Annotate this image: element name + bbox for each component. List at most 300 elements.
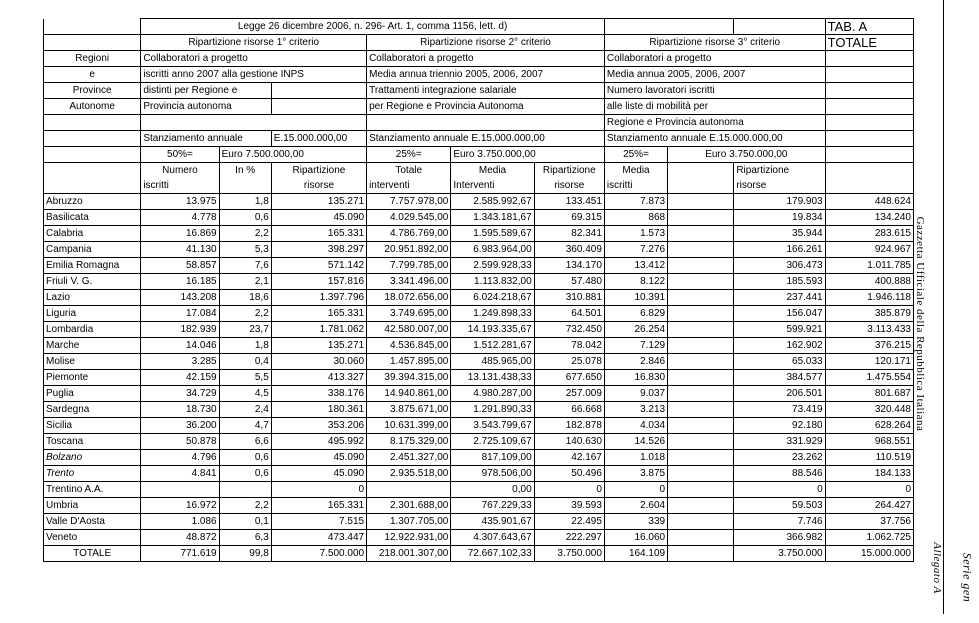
cell-total: 400.888	[825, 274, 913, 290]
criterion-2-header: Ripartizione risorse 2° criterio	[367, 35, 605, 51]
cell-rip3: 156.047	[734, 306, 825, 322]
cell-rip1: 165.331	[271, 306, 366, 322]
cell-rip2: 140.630	[534, 434, 604, 450]
cell-media3: 339	[604, 514, 667, 530]
cell-num: 4.778	[141, 210, 219, 226]
cell-rip1: 135.271	[271, 194, 366, 210]
cell-rip2: 64.501	[534, 306, 604, 322]
col-header: risorse	[271, 178, 366, 194]
cell-rip2: 3.750.000	[534, 546, 604, 562]
region-name: Calabria	[44, 226, 141, 242]
cell-media3: 13.412	[604, 258, 667, 274]
cell-tot: 2.451.327,00	[367, 450, 451, 466]
region-name: Emilia Romagna	[44, 258, 141, 274]
page-margin-rule	[943, 0, 944, 614]
cell-pct: 2,4	[219, 402, 271, 418]
cell-num: 36.200	[141, 418, 219, 434]
crit1-desc: Provincia autonoma	[141, 99, 271, 115]
cell-rip2: 732.450	[534, 322, 604, 338]
cell-rip3: 331.929	[734, 434, 825, 450]
cell-total: 628.264	[825, 418, 913, 434]
col-header: risorse	[534, 178, 604, 194]
cell-pct: 0,6	[219, 210, 271, 226]
table-row	[44, 322, 914, 338]
region-name: Friuli V. G.	[44, 274, 141, 290]
region-name: Lazio	[44, 290, 141, 306]
cell-pct: 1,8	[219, 194, 271, 210]
cell-rip2: 222.297	[534, 530, 604, 546]
cell-total: 320.448	[825, 402, 913, 418]
crit3-desc: Media annua 2005, 2006, 2007	[604, 67, 825, 83]
cell-rip3: 19.834	[734, 210, 825, 226]
table-row	[44, 514, 914, 530]
cell-pct: 0,6	[219, 466, 271, 482]
cell-tot: 2.301.688,00	[367, 498, 451, 514]
cell-rip3: 35.944	[734, 226, 825, 242]
col-header: In %	[219, 163, 271, 179]
stanziamento-2: Stanziamento annuale E.15.000.000,00	[367, 131, 605, 147]
cell-media: 1.291.890,33	[451, 402, 534, 418]
cell-rip2: 677.650	[534, 370, 604, 386]
serie-label: Serie gen	[960, 552, 975, 603]
table-row	[44, 418, 914, 434]
crit2-desc: Media annua triennio 2005, 2006, 2007	[367, 67, 605, 83]
region-name: Sicilia	[44, 418, 141, 434]
cell-num: 34.729	[141, 386, 219, 402]
cell-media3: 9.037	[604, 386, 667, 402]
cell-pct: 2,2	[219, 226, 271, 242]
cell-media3: 1.018	[604, 450, 667, 466]
cell-media3: 26.254	[604, 322, 667, 338]
cell-rip3: 162.902	[734, 338, 825, 354]
cell-rip1: 1.781.062	[271, 322, 366, 338]
cell-rip3: 88.546	[734, 466, 825, 482]
cell-num: 143.208	[141, 290, 219, 306]
cell-rip3: 384.577	[734, 370, 825, 386]
crit3-desc: Collaboratori a progetto	[604, 51, 825, 67]
cell-rip2: 310.881	[534, 290, 604, 306]
cell-tot: 1.457.895,00	[367, 354, 451, 370]
cell-pct: 6,3	[219, 530, 271, 546]
totals-label: TOTALE	[44, 546, 141, 562]
cell-media: 14.193.335,67	[451, 322, 534, 338]
cell-num: 14.046	[141, 338, 219, 354]
cell-media: 2.725.109,67	[451, 434, 534, 450]
cell-rip3: 179.903	[734, 194, 825, 210]
cell-rip3: 92.180	[734, 418, 825, 434]
cell-tot: 3.749.695,00	[367, 306, 451, 322]
cell-rip2: 82.341	[534, 226, 604, 242]
cell-media: 1.249.898,33	[451, 306, 534, 322]
cell-media: 72.667.102,33	[451, 546, 534, 562]
cell-total: 385.879	[825, 306, 913, 322]
crit1-desc: Collaboratori a progetto	[141, 51, 367, 67]
cell-media: 6.024.218,67	[451, 290, 534, 306]
cell-pct: 18,6	[219, 290, 271, 306]
cell-total: 448.624	[825, 194, 913, 210]
pct-2: 25%=	[367, 147, 451, 163]
cell-tot: 3.875.671,00	[367, 402, 451, 418]
region-name: Abruzzo	[44, 194, 141, 210]
cell-num: 1.086	[141, 514, 219, 530]
col-header: Interventi	[451, 178, 534, 194]
cell-rip2: 42.167	[534, 450, 604, 466]
cell-total: 184.133	[825, 466, 913, 482]
cell-rip1: 413.327	[271, 370, 366, 386]
cell-pct: 2,1	[219, 274, 271, 290]
left-label: Province	[44, 83, 141, 99]
table-row	[44, 194, 914, 210]
cell-tot: 4.786.769,00	[367, 226, 451, 242]
col-header: Ripartizione	[534, 163, 604, 179]
stanziamento-3: Stanziamento annuale E.15.000.000,00	[604, 131, 825, 147]
cell-media: 1.113.832,00	[451, 274, 534, 290]
criterion-3-header: Ripartizione risorse 3° criterio	[604, 35, 825, 51]
left-label: Regioni	[44, 51, 141, 67]
cell-rip1: 45.090	[271, 210, 366, 226]
region-name: Marche	[44, 338, 141, 354]
cell-media: 1.343.181,67	[451, 210, 534, 226]
cell-media: 3.543.799,67	[451, 418, 534, 434]
table-row	[44, 482, 914, 498]
table-row	[44, 290, 914, 306]
col-header: Ripartizione	[271, 163, 366, 179]
euro-1: Euro 7.500.000,00	[219, 147, 366, 163]
cell-rip3: 73.419	[734, 402, 825, 418]
crit2-desc: Trattamenti integrazione salariale	[367, 83, 605, 99]
cell-rip2: 66.668	[534, 402, 604, 418]
cell-tot: 39.394.315,00	[367, 370, 451, 386]
cell-media: 978.506,00	[451, 466, 534, 482]
cell-media: 817.109,00	[451, 450, 534, 466]
gazzetta-running-head: Gazzetta Ufficiale della Repubblica Italiana	[914, 216, 926, 432]
region-name: Trentino A.A.	[44, 482, 141, 498]
cell-media3: 3.213	[604, 402, 667, 418]
cell-total: 376.215	[825, 338, 913, 354]
table-row	[44, 338, 914, 354]
pct-3: 25%=	[604, 147, 667, 163]
table-row	[44, 210, 914, 226]
cell-num: 4.841	[141, 466, 219, 482]
cell-rip3: 0	[734, 482, 825, 498]
law-title: Legge 26 dicembre 2006, n. 296- Art. 1, comma 1156, lett. d)	[141, 19, 605, 35]
crit2-desc: per Regione e Provincia Autonoma	[367, 99, 605, 115]
col-header: risorse	[734, 178, 825, 194]
table-row	[44, 242, 914, 258]
cell-rip1: 45.090	[271, 450, 366, 466]
cell-rip1: 571.142	[271, 258, 366, 274]
region-name: Piemonte	[44, 370, 141, 386]
crit1-desc: distinti per Regione e	[141, 83, 271, 99]
cell-total: 801.687	[825, 386, 913, 402]
col-header: iscritti	[604, 178, 667, 194]
region-name: Bolzano	[44, 450, 141, 466]
cell-tot: 18.072.656,00	[367, 290, 451, 306]
cell-media3: 2.604	[604, 498, 667, 514]
cell-rip3: 185.593	[734, 274, 825, 290]
stanziamento-1-label: Stanziamento annuale	[141, 131, 271, 147]
cell-total: 283.615	[825, 226, 913, 242]
cell-pct: 0,6	[219, 450, 271, 466]
cell-media3: 14.526	[604, 434, 667, 450]
cell-rip1: 157.816	[271, 274, 366, 290]
totals-row	[44, 546, 914, 562]
cell-num: 771.619	[141, 546, 219, 562]
cell-pct: 2,2	[219, 498, 271, 514]
cell-total: 1.475.554	[825, 370, 913, 386]
cell-media3: 6.829	[604, 306, 667, 322]
cell-rip1: 398.297	[271, 242, 366, 258]
region-name: Lombardia	[44, 322, 141, 338]
region-name: Liguria	[44, 306, 141, 322]
euro-3: Euro 3.750.000,00	[668, 147, 826, 163]
cell-media3: 2.846	[604, 354, 667, 370]
cell-total: 0	[825, 482, 913, 498]
cell-num	[141, 482, 219, 498]
cell-total: 3.113.433	[825, 322, 913, 338]
table-row	[44, 402, 914, 418]
cell-media3: 16.060	[604, 530, 667, 546]
cell-num: 4.796	[141, 450, 219, 466]
cell-tot: 4.029.545,00	[367, 210, 451, 226]
cell-rip1: 495.992	[271, 434, 366, 450]
stanziamento-1-value: E.15.000.000,00	[271, 131, 366, 147]
cell-num: 16.972	[141, 498, 219, 514]
cell-tot: 20.951.892,00	[367, 242, 451, 258]
cell-media3: 7.873	[604, 194, 667, 210]
cell-rip2: 0	[534, 482, 604, 498]
cell-num: 41.130	[141, 242, 219, 258]
cell-media3: 0	[604, 482, 667, 498]
cell-rip1: 165.331	[271, 498, 366, 514]
cell-num: 16.185	[141, 274, 219, 290]
cell-media: 2.599.928,33	[451, 258, 534, 274]
cell-rip3: 7.746	[734, 514, 825, 530]
crit3-desc: alle liste di mobilità per	[604, 99, 825, 115]
cell-total: 134.240	[825, 210, 913, 226]
cell-rip1: 135.271	[271, 338, 366, 354]
cell-media: 13.131.438,33	[451, 370, 534, 386]
tab-label: TAB. A	[825, 19, 913, 35]
pct-1: 50%=	[141, 147, 219, 163]
cell-media3: 1.573	[604, 226, 667, 242]
cell-total: 37.756	[825, 514, 913, 530]
cell-num: 42.159	[141, 370, 219, 386]
cell-rip2: 133.451	[534, 194, 604, 210]
cell-total: 120.171	[825, 354, 913, 370]
cell-total: 968.551	[825, 434, 913, 450]
criterion-1-header: Ripartizione risorse 1° criterio	[141, 35, 367, 51]
cell-rip3: 599.921	[734, 322, 825, 338]
cell-tot: 8.175.329,00	[367, 434, 451, 450]
cell-num: 18.730	[141, 402, 219, 418]
table-row	[44, 370, 914, 386]
cell-rip2: 22.495	[534, 514, 604, 530]
cell-pct: 99,8	[219, 546, 271, 562]
region-name: Puglia	[44, 386, 141, 402]
cell-rip3: 59.503	[734, 498, 825, 514]
cell-pct: 5,3	[219, 242, 271, 258]
cell-rip1: 338.176	[271, 386, 366, 402]
cell-rip3: 166.261	[734, 242, 825, 258]
cell-tot: 4.536.845,00	[367, 338, 451, 354]
data-rows	[44, 194, 914, 546]
cell-rip1: 0	[271, 482, 366, 498]
cell-pct: 4,5	[219, 386, 271, 402]
region-name: Molise	[44, 354, 141, 370]
cell-tot: 10.631.399,00	[367, 418, 451, 434]
region-name: Trento	[44, 466, 141, 482]
cell-rip1: 30.060	[271, 354, 366, 370]
left-label: Autonome	[44, 99, 141, 115]
totale-header: TOTALE	[825, 35, 913, 51]
cell-rip1: 473.447	[271, 530, 366, 546]
cell-rip3: 237.441	[734, 290, 825, 306]
cell-rip3: 23.262	[734, 450, 825, 466]
cell-tot: 12.922.931,00	[367, 530, 451, 546]
cell-tot: 1.307.705,00	[367, 514, 451, 530]
cell-rip1: 45.090	[271, 466, 366, 482]
table-row	[44, 306, 914, 322]
crit2-desc: Collaboratori a progetto	[367, 51, 605, 67]
cell-media: 1.595.589,67	[451, 226, 534, 242]
cell-total: 110.519	[825, 450, 913, 466]
cell-media: 2.585.992,67	[451, 194, 534, 210]
cell-rip1: 1.397.796	[271, 290, 366, 306]
cell-total: 1.062.725	[825, 530, 913, 546]
cell-tot: 42.580.007,00	[367, 322, 451, 338]
table-row	[44, 498, 914, 514]
cell-rip2: 182.878	[534, 418, 604, 434]
cell-pct: 1,8	[219, 338, 271, 354]
table-row	[44, 226, 914, 242]
cell-media3: 8.122	[604, 274, 667, 290]
cell-rip2: 78.042	[534, 338, 604, 354]
cell-pct: 0,4	[219, 354, 271, 370]
cell-tot: 2.935.518,00	[367, 466, 451, 482]
cell-pct: 4,7	[219, 418, 271, 434]
cell-tot: 7.757.978,00	[367, 194, 451, 210]
cell-num: 13.975	[141, 194, 219, 210]
cell-num: 58.857	[141, 258, 219, 274]
cell-media3: 7.129	[604, 338, 667, 354]
cell-tot: 3.341.496,00	[367, 274, 451, 290]
cell-pct: 7,6	[219, 258, 271, 274]
cell-num: 50.878	[141, 434, 219, 450]
cell-media3: 868	[604, 210, 667, 226]
crit3-desc: Numero lavoratori iscritti	[604, 83, 825, 99]
region-name: Umbria	[44, 498, 141, 514]
region-name: Campania	[44, 242, 141, 258]
allegato-label: Allegato A	[931, 542, 943, 594]
region-name: Valle D'Aosta	[44, 514, 141, 530]
cell-media: 6.983.964,00	[451, 242, 534, 258]
col-header: interventi	[367, 178, 451, 194]
cell-num: 17.084	[141, 306, 219, 322]
cell-media3: 7.276	[604, 242, 667, 258]
cell-total: 1.011.785	[825, 258, 913, 274]
table-row	[44, 450, 914, 466]
cell-pct: 6,6	[219, 434, 271, 450]
cell-pct	[219, 482, 271, 498]
cell-rip1: 7.500.000	[271, 546, 366, 562]
cell-pct: 23,7	[219, 322, 271, 338]
cell-media: 4.980.287,00	[451, 386, 534, 402]
cell-pct: 2,2	[219, 306, 271, 322]
cell-tot: 218.001.307,00	[367, 546, 451, 562]
cell-media: 4.307.643,67	[451, 530, 534, 546]
cell-rip2: 360.409	[534, 242, 604, 258]
cell-rip1: 165.331	[271, 226, 366, 242]
cell-total: 15.000.000	[825, 546, 913, 562]
col-header: Ripartizione	[734, 163, 825, 179]
table-row	[44, 466, 914, 482]
table-row	[44, 434, 914, 450]
cell-media: 1.512.281,67	[451, 338, 534, 354]
cell-rip2: 50.496	[534, 466, 604, 482]
cell-rip2: 134.170	[534, 258, 604, 274]
cell-rip3: 366.982	[734, 530, 825, 546]
cell-media: 485.965,00	[451, 354, 534, 370]
crit1-desc: iscritti anno 2007 alla gestione INPS	[141, 67, 367, 83]
cell-rip2: 39.593	[534, 498, 604, 514]
region-name: Veneto	[44, 530, 141, 546]
col-header: Media	[451, 163, 534, 179]
cell-rip1: 180.361	[271, 402, 366, 418]
cell-rip3: 65.033	[734, 354, 825, 370]
cell-rip1: 7.515	[271, 514, 366, 530]
region-name: Toscana	[44, 434, 141, 450]
cell-num: 182.939	[141, 322, 219, 338]
col-header: iscritti	[141, 178, 219, 194]
cell-pct: 0,1	[219, 514, 271, 530]
cell-media: 0,00	[451, 482, 534, 498]
cell-media3: 16.830	[604, 370, 667, 386]
cell-media: 767.229,33	[451, 498, 534, 514]
left-label: e	[44, 67, 141, 83]
cell-rip3: 206.501	[734, 386, 825, 402]
cell-rip3: 3.750.000	[734, 546, 825, 562]
table-row	[44, 258, 914, 274]
crit3-desc: Regione e Provincia autonoma	[604, 115, 825, 131]
cell-media3: 164.109	[604, 546, 667, 562]
region-name: Sardegna	[44, 402, 141, 418]
cell-tot	[367, 482, 451, 498]
cell-rip2: 57.480	[534, 274, 604, 290]
cell-total: 924.967	[825, 242, 913, 258]
allocation-table	[43, 18, 914, 562]
cell-total: 264.427	[825, 498, 913, 514]
cell-media3: 4.034	[604, 418, 667, 434]
region-name: Basilicata	[44, 210, 141, 226]
table-row	[44, 386, 914, 402]
table-row	[44, 354, 914, 370]
table-row	[44, 530, 914, 546]
cell-tot: 14.940.861,00	[367, 386, 451, 402]
cell-pct: 5,5	[219, 370, 271, 386]
euro-2: Euro 3.750.000,00	[451, 147, 605, 163]
col-header: Numero	[141, 163, 219, 179]
cell-num: 16.869	[141, 226, 219, 242]
cell-media: 435.901,67	[451, 514, 534, 530]
col-header: Media	[604, 163, 667, 179]
cell-media3: 10.391	[604, 290, 667, 306]
col-header: Totale	[367, 163, 451, 179]
cell-num: 3.285	[141, 354, 219, 370]
cell-rip2: 257.009	[534, 386, 604, 402]
cell-tot: 7.799.785,00	[367, 258, 451, 274]
cell-rip2: 25.078	[534, 354, 604, 370]
